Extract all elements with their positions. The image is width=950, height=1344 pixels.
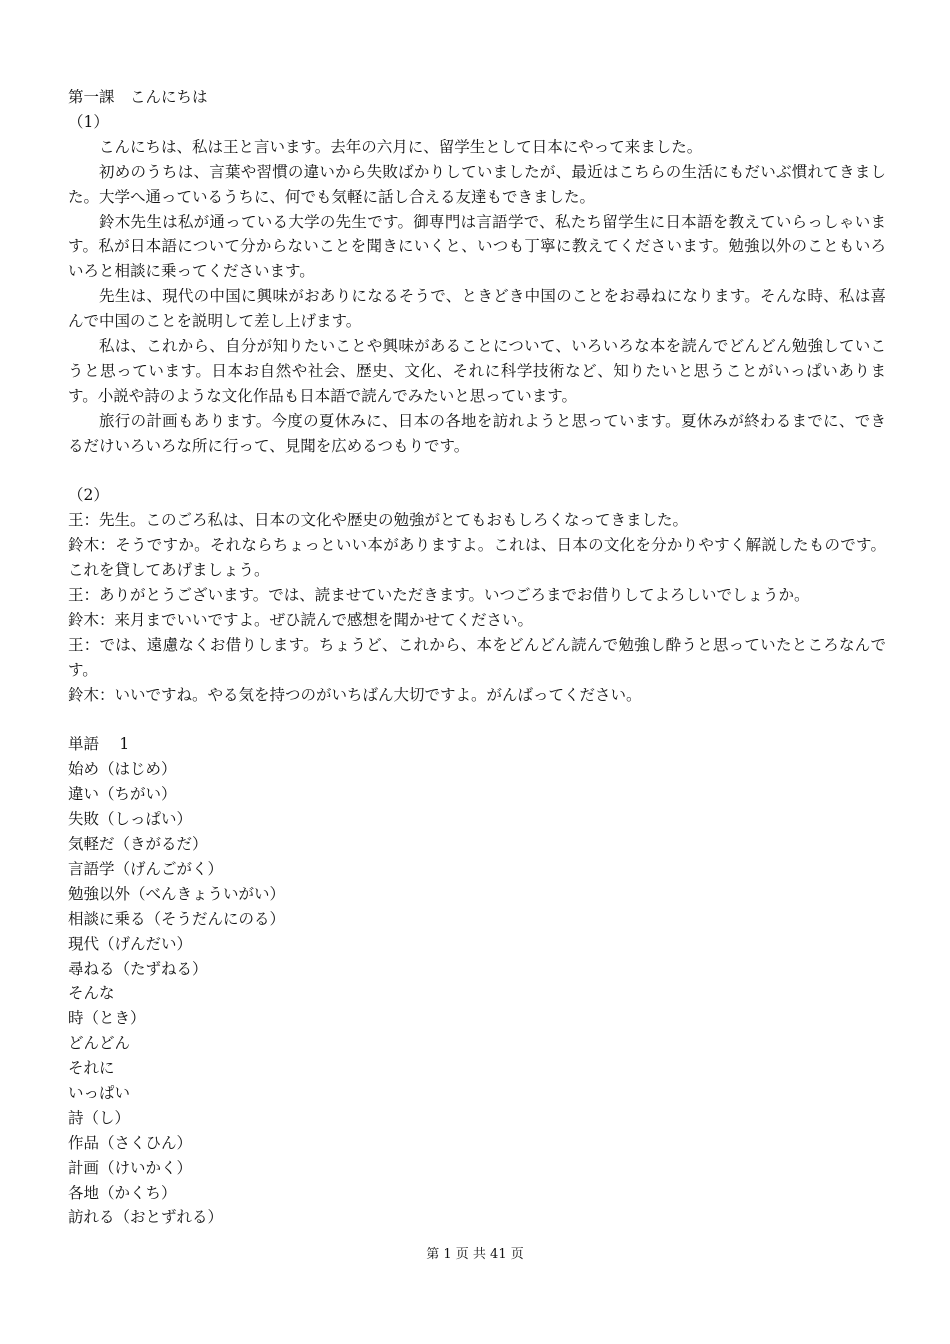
spacer — [68, 459, 886, 484]
vocab-item: それに — [68, 1059, 115, 1078]
part1-label: （1） — [68, 112, 109, 131]
vocab-item: 勉強以外（べんきょういがい） — [68, 884, 286, 903]
vocab-item: 訪れる（おとずれる） — [68, 1208, 224, 1227]
vocab-item: そんな — [68, 984, 115, 1003]
vocab-item: 尋ねる（たずねる） — [68, 959, 208, 978]
dialogue-line: 王：ありがとうございます。では、読ませていただきます。いつごろまでお借りしてよろしいでしょうか。 — [68, 586, 810, 605]
vocab-item: 作品（さくひん） — [68, 1133, 193, 1152]
paragraph: 旅行の計画もあります。今度の夏休みに、日本の各地を訪れようと思っています。夏休みが終わるまでに、できるだけいろいろな所に行って、見聞を広めるつもりです。 — [68, 411, 886, 455]
part2-label: （2） — [68, 486, 109, 505]
vocab-item: どんどん — [68, 1034, 131, 1053]
vocab-item: いっぱい — [68, 1083, 131, 1102]
paragraph: 鈴木先生は私が通っている大学の先生です。御専門は言語学で、私たち留学生に日本語を教えていらっしゃいます。私が日本語について分からないことを聞きにいくと、いつも丁寧に教えてくださいます。勉強以外のこともいろいろと相談に乗ってくださいます。 — [68, 212, 886, 281]
vocab-item: 相談に乗る（そうだんにのる） — [68, 909, 286, 928]
vocab-item: 気軽だ（きがるだ） — [68, 835, 208, 854]
vocab-list — [68, 757, 886, 1230]
vocab-heading: 単語 1 — [68, 735, 130, 754]
paragraph: こんにちは、私は王と言います。去年の六月に、留学生として日本にやって来ました。 — [99, 137, 703, 156]
paragraph: 私は、これから、自分が知りたいことや興味があることについて、いろいろな本を読んでどんどん勉強していこうと思っています。日本お自然や社会、歴史、文化、それに科学技術など、知りたいと思うことがいっぱいあります。小説や詩のような文化作品も日本語で読んでみたいと思っています。 — [68, 337, 886, 405]
vocab-item: 違い（ちがい） — [68, 785, 177, 804]
vocab-item: 時（とき） — [68, 1009, 146, 1028]
vocab-item: 始め（はじめ） — [68, 760, 177, 779]
part1-text — [68, 135, 886, 459]
dialogue-line: 鈴木：来月までいいですよ。ぜひ読んで感想を聞かせてください。 — [68, 610, 534, 629]
vocab-item: 詩（し） — [68, 1108, 131, 1127]
paragraph: 初めのうちは、言葉や習慣の違いから失敗ばかりしていましたが、最近はこちらの生活にもだいぶ慣れてきました。大学へ通っているうちに、何でも気軽に話し合える友達もできました。 — [68, 162, 886, 206]
vocab-item: 失敗（しっぱい） — [68, 810, 193, 829]
vocab-item: 計画（けいかく） — [68, 1158, 193, 1177]
dialogue-line: 王：では、遠慮なくお借りします。ちょうど、これから、本をどんどん読んで勉強し酔うと思っていたところなんです。 — [68, 635, 886, 679]
paragraph: 先生は、現代の中国に興味がおありになるそうで、ときどき中国のことをお尋ねになります。そんな時、私は喜んで中国のことを説明して差し上げます。 — [68, 287, 886, 331]
lesson-title: 第一課 こんにちは — [68, 88, 208, 106]
page-footer: 第 1 页 共 41 页 — [426, 1247, 524, 1262]
dialogue — [68, 508, 886, 707]
document-body — [68, 85, 886, 1230]
spacer — [68, 708, 886, 733]
vocab-item: 言語学（げんごがく） — [68, 859, 224, 878]
dialogue-line: 王：先生。このごろ私は、日本の文化や歴史の勉強がとてもおもしろくなってきました。 — [68, 511, 689, 530]
dialogue-line: 鈴木：いいですね。やる気を持つのがいちばん大切ですよ。がんばってください。 — [68, 685, 642, 704]
vocab-item: 各地（かくち） — [68, 1183, 177, 1202]
dialogue-line: 鈴木：そうですか。それならちょっといい本がありますよ。これは、日本の文化を分かりやすく解説したものです。これを貸してあげましょう。 — [68, 536, 886, 580]
vocab-item: 現代（げんだい） — [68, 934, 193, 953]
